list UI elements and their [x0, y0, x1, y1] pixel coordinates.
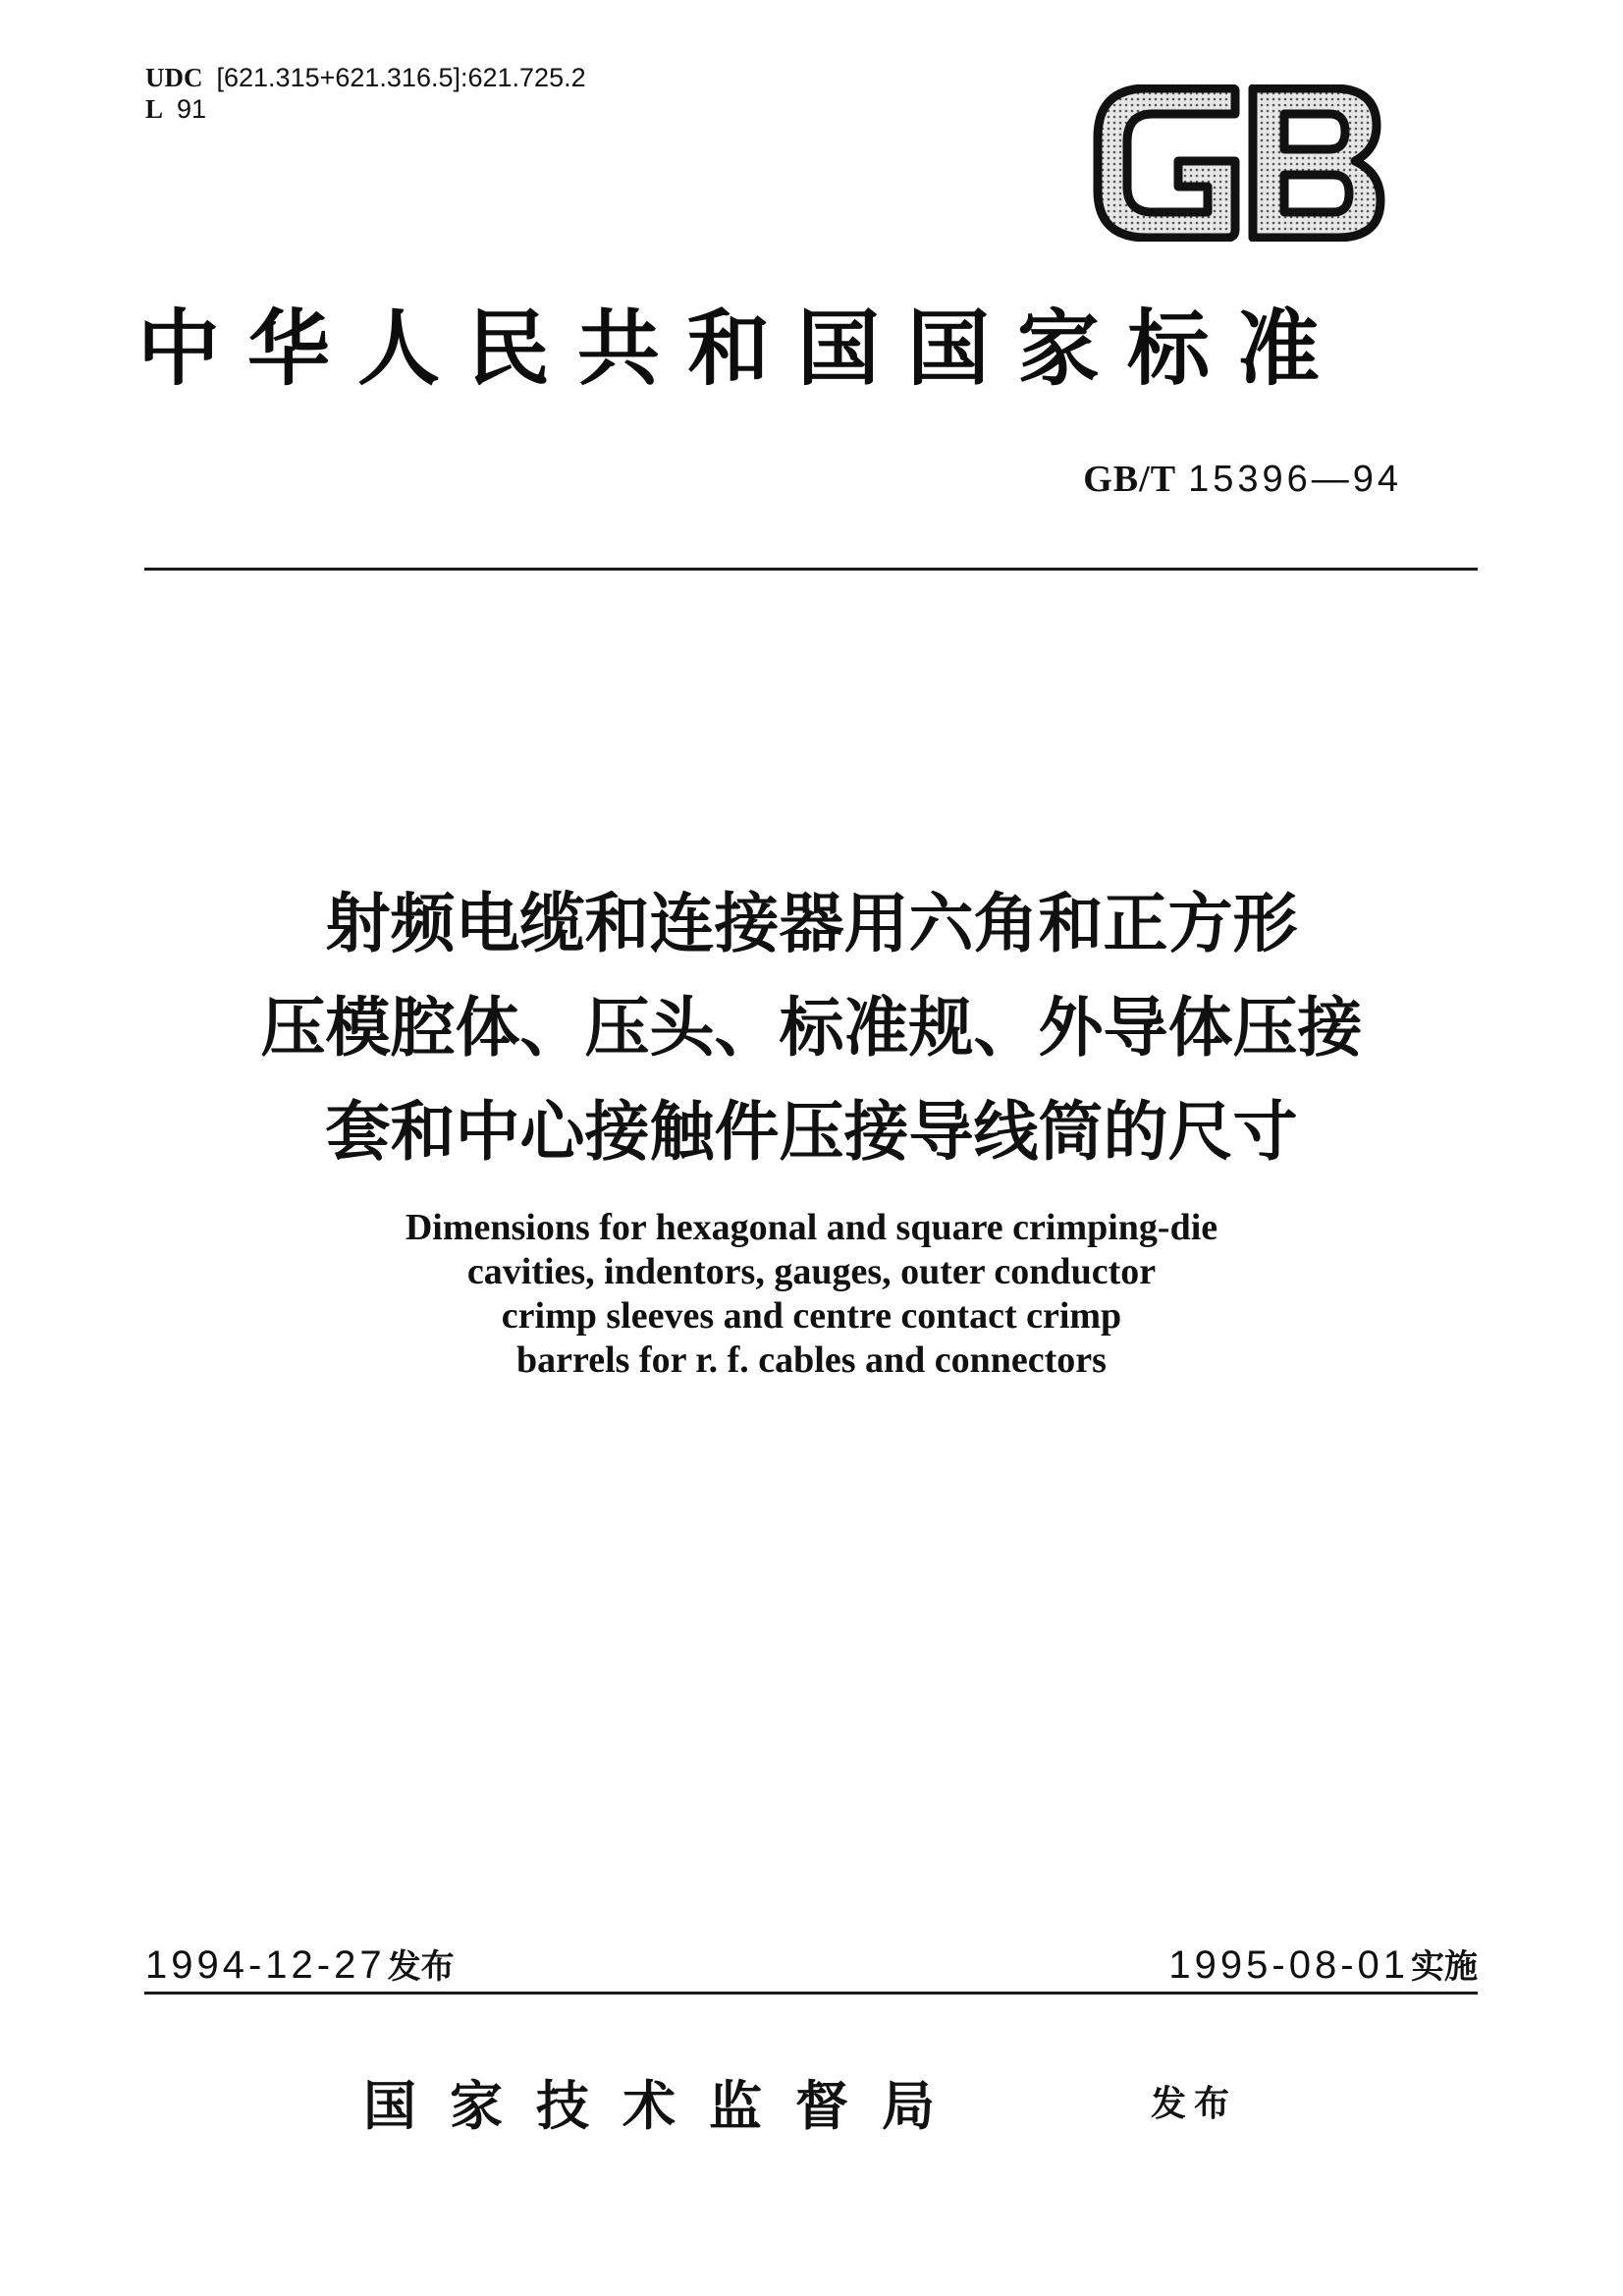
classification-label: L	[145, 94, 164, 124]
issue-date	[145, 1940, 455, 1988]
issuing-authority-suffix: 发布	[1151, 2084, 1238, 2124]
gb-logo-icon	[1088, 84, 1386, 242]
standard-number	[1083, 458, 1402, 501]
classification-value: 91	[177, 94, 207, 124]
national-standard-title: 中华人民共和国国家标准	[137, 301, 1348, 397]
header-divider	[144, 568, 1478, 571]
english-title-line: Dimensions for hexagonal and square crimping-die	[405, 1207, 1218, 1248]
chinese-title-line: 射频电缆和连接器用六角和正方形	[325, 886, 1298, 961]
issue-date-suffix: 发布	[387, 1947, 455, 1987]
issue-date-value: 1994-12-27	[145, 1943, 386, 1987]
gb-logo-b	[1253, 88, 1380, 238]
gb-logo-g	[1098, 88, 1235, 238]
issuing-authority: 国家技术监督局	[363, 2075, 968, 2137]
classification-code	[145, 94, 206, 124]
english-document-title	[147, 1206, 1476, 1383]
english-title-line: barrels for r. f. cables and connectors	[516, 1339, 1107, 1381]
footer-divider	[144, 1992, 1478, 1995]
udc-value: [621.315+621.316.5]:621.725.2	[216, 63, 586, 92]
udc-label: UDC	[145, 63, 203, 92]
implementation-date-value: 1995-08-01	[1168, 1943, 1409, 1987]
implementation-date-suffix: 实施	[1411, 1947, 1478, 1987]
chinese-title-line: 压模腔体、压头、标准规、外导体压接	[260, 990, 1363, 1066]
chinese-title-line: 套和中心接触件压接导线筒的尺寸	[325, 1094, 1298, 1170]
english-title-line: crimp sleeves and centre contact crimp	[501, 1295, 1122, 1337]
standard-number-value: 15396—94	[1188, 459, 1402, 500]
implementation-date	[1168, 1940, 1478, 1988]
standard-number-prefix: GB/T	[1083, 459, 1177, 500]
udc-code	[145, 63, 586, 92]
chinese-document-title	[147, 872, 1476, 1184]
english-title-line: cavities, indentors, gauges, outer conductor	[466, 1251, 1157, 1292]
